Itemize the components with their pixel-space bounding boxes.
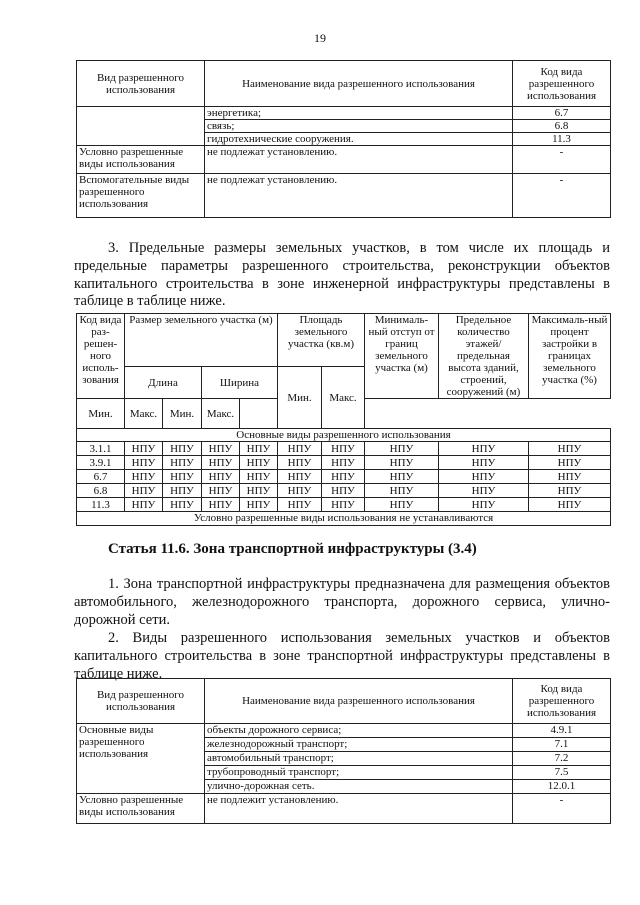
npu-cell: НПУ — [125, 470, 163, 484]
use-type-cell — [77, 107, 205, 146]
main-uses-label: Основные виды разрешенного использования — [77, 429, 611, 442]
npu-cell: НПУ — [529, 498, 611, 512]
use-name-cell: не подлежат установлению. — [205, 174, 513, 218]
use-name-cell: автомобильный транспорт; — [205, 752, 513, 766]
table-row — [77, 470, 611, 484]
use-type-cell: Условно разрешенные виды использования — [77, 794, 205, 824]
use-code-cell: 7.5 — [513, 766, 611, 780]
npu-cell: НПУ — [163, 498, 202, 512]
npu-cell: НПУ — [240, 442, 278, 456]
header-use-code: Код вида разрешенного использования — [513, 679, 611, 724]
header-max-coverage: Максималь-ный процент застройки в границах земельного участка (%) — [529, 314, 611, 399]
use-code-cell: - — [513, 174, 611, 218]
table-row — [77, 456, 611, 470]
npu-cell: НПУ — [365, 484, 439, 498]
header-code: Код вида раз-решен-ного исполь-зования — [77, 314, 125, 399]
npu-cell: НПУ — [163, 470, 202, 484]
npu-cell: НПУ — [278, 498, 322, 512]
npu-cell: НПУ — [439, 456, 529, 470]
use-code-cell: 7.1 — [513, 738, 611, 752]
npu-cell: НПУ — [278, 470, 322, 484]
use-name-cell: связь; — [205, 120, 513, 133]
code-cell: 6.7 — [77, 470, 125, 484]
npu-cell: НПУ — [278, 442, 322, 456]
use-name-cell: улично-дорожная сеть. — [205, 780, 513, 794]
code-cell: 6.8 — [77, 484, 125, 498]
npu-cell: НПУ — [202, 442, 240, 456]
use-type-cell: Основные виды разрешенного использования — [77, 724, 205, 794]
header-min-setback: Минималь-ный отступ от границ земельного участка (м) — [365, 314, 439, 399]
npu-cell: НПУ — [278, 484, 322, 498]
use-code-cell: - — [513, 146, 611, 174]
npu-cell: НПУ — [202, 470, 240, 484]
page-number: 19 — [314, 31, 326, 45]
code-cell: 3.1.1 — [77, 442, 125, 456]
npu-cell: НПУ — [202, 456, 240, 470]
article-heading: Статья 11.6. Зона транспортной инфраструктуры (3.4) — [108, 541, 477, 557]
npu-cell: НПУ — [322, 498, 365, 512]
npu-cell: НПУ — [365, 456, 439, 470]
transport-permitted-use-table — [76, 678, 611, 824]
npu-cell: НПУ — [365, 498, 439, 512]
use-code-cell: 4.9.1 — [513, 724, 611, 738]
header-max-floors: Предельное количество этажей/ предельная высота зданий, строений, сооружений (м) — [439, 314, 529, 399]
header-area-max: Макс. — [322, 367, 365, 429]
header-length: Длина — [125, 367, 202, 399]
use-name-cell: энергетика; — [205, 107, 513, 120]
npu-cell: НПУ — [529, 442, 611, 456]
code-cell: 3.9.1 — [77, 456, 125, 470]
npu-cell: НПУ — [202, 498, 240, 512]
code-cell: 11.3 — [77, 498, 125, 512]
use-type-cell: Вспомогательные виды разрешенного использования — [77, 174, 205, 218]
npu-cell: НПУ — [240, 456, 278, 470]
npu-cell: НПУ — [439, 470, 529, 484]
header-width: Ширина — [202, 367, 278, 399]
use-name-cell: гидротехнические сооружения. — [205, 133, 513, 146]
table-row — [77, 442, 611, 456]
use-name-cell: не подлежит установлению. — [205, 794, 513, 824]
npu-cell: НПУ — [163, 484, 202, 498]
use-name-cell: объекты дорожного сервиса; — [205, 724, 513, 738]
npu-cell: НПУ — [365, 470, 439, 484]
npu-cell: НПУ — [240, 498, 278, 512]
conditional-uses-label: Условно разрешенные виды использования не устанавливаются — [77, 512, 611, 526]
header-use-name: Наименование вида разрешенного использования — [205, 61, 513, 107]
npu-cell: НПУ — [278, 456, 322, 470]
header-use-type: Вид разрешенного использования — [77, 679, 205, 724]
npu-cell: НПУ — [439, 484, 529, 498]
paragraph-t1: 1. Зона транспортной инфраструктуры предназначена для размещения объектов автомобильного, железнодорожного транспорта, дорожного сервиса, улично-дорожной сети. — [74, 576, 610, 628]
header-length-max: Макс. — [125, 399, 163, 429]
npu-cell: НПУ — [322, 442, 365, 456]
npu-cell: НПУ — [163, 456, 202, 470]
permitted-use-table-continued — [76, 60, 611, 218]
npu-cell: НПУ — [529, 470, 611, 484]
header-plot-size: Размер земельного участка (м) — [125, 314, 278, 367]
table-row — [77, 174, 611, 218]
use-type-cell: Условно разрешенные виды использования — [77, 146, 205, 174]
npu-cell: НПУ — [529, 484, 611, 498]
header-length-min: Мин. — [77, 399, 125, 429]
table-row — [77, 498, 611, 512]
npu-cell: НПУ — [202, 484, 240, 498]
npu-cell: НПУ — [240, 484, 278, 498]
table-row — [77, 107, 611, 120]
use-name-cell: не подлежат установлению. — [205, 146, 513, 174]
header-plot-area: Площадь земельного участка (кв.м) — [278, 314, 365, 367]
use-code-cell: 7.2 — [513, 752, 611, 766]
npu-cell: НПУ — [439, 442, 529, 456]
use-code-cell: - — [513, 794, 611, 824]
npu-cell: НПУ — [365, 442, 439, 456]
npu-cell: НПУ — [322, 484, 365, 498]
use-code-cell: 6.8 — [513, 120, 611, 133]
table-row — [77, 146, 611, 174]
npu-cell: НПУ — [439, 498, 529, 512]
npu-cell: НПУ — [125, 484, 163, 498]
header-area-min: Мин. — [278, 367, 322, 429]
header-use-code: Код вида разрешенного использования — [513, 61, 611, 107]
npu-cell: НПУ — [163, 442, 202, 456]
npu-cell: НПУ — [529, 456, 611, 470]
use-code-cell: 12.0.1 — [513, 780, 611, 794]
use-name-cell: трубопроводный транспорт; — [205, 766, 513, 780]
npu-cell: НПУ — [125, 456, 163, 470]
use-code-cell: 11.3 — [513, 133, 611, 146]
npu-cell: НПУ — [240, 470, 278, 484]
header-use-name: Наименование вида разрешенного использования — [205, 679, 513, 724]
header-width-max: Макс. — [202, 399, 240, 429]
npu-cell: НПУ — [125, 498, 163, 512]
limit-parameters-table — [76, 313, 611, 526]
paragraph-3: 3. Предельные размеры земельных участков, в том числе их площадь и предельные параметры разрешенного строительства, реконструкции объектов капитального строительства в зоне инженерной инфраструктуры представлены в таблице в таблице ниже. — [74, 240, 610, 310]
npu-cell: НПУ — [322, 470, 365, 484]
paragraph-t2: 2. Виды разрешенного использования земельных участков и объектов капитального строительства в зоне транспортной инфраструктуры представлены в таблице ниже. — [74, 630, 610, 682]
table-header-row — [77, 61, 611, 107]
use-name-cell: железнодорожный транспорт; — [205, 738, 513, 752]
header-use-type: Вид разрешенного использования — [77, 61, 205, 107]
npu-cell: НПУ — [322, 456, 365, 470]
header-width-min: Мин. — [163, 399, 202, 429]
table-row — [77, 484, 611, 498]
npu-cell: НПУ — [125, 442, 163, 456]
use-code-cell: 6.7 — [513, 107, 611, 120]
